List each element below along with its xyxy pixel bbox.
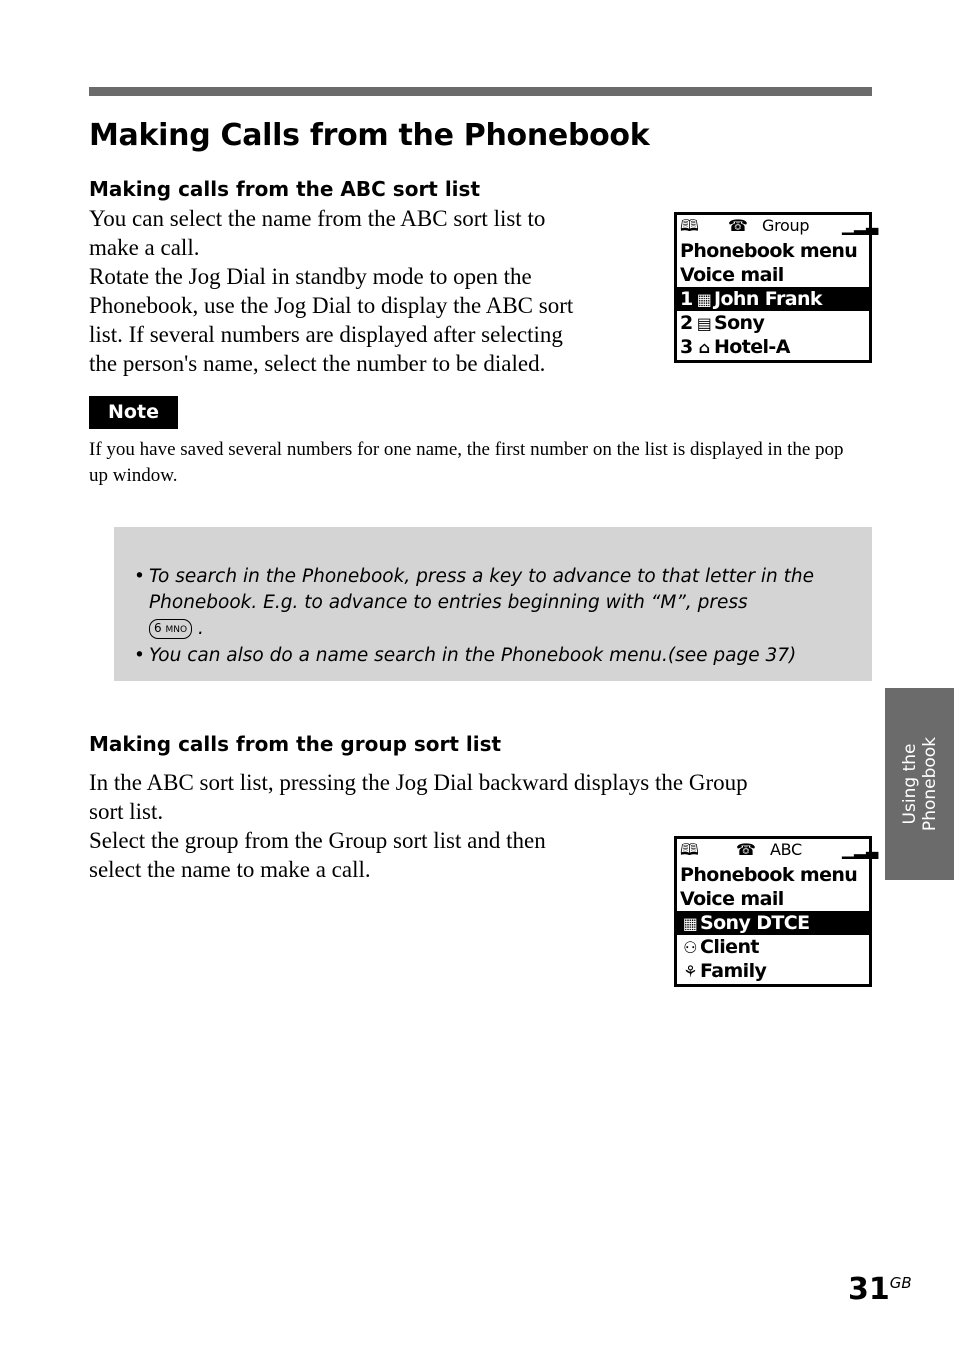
screen-row: [677, 959, 869, 983]
side-tab-label: [900, 694, 940, 874]
abc-line: Rotate the Jog Dial in standby mode to open the: [89, 264, 532, 289]
screen-row: [677, 935, 869, 959]
tip-text: You can also do a name search in the Phonebook menu.(see page 37): [149, 645, 797, 666]
signal-icon: ▁▂▃: [842, 216, 879, 235]
row-label: John Frank: [714, 288, 822, 310]
screen-row: [677, 263, 869, 287]
page-number: [848, 1272, 912, 1307]
row-number: 2: [680, 312, 693, 334]
home-icon: ⌂: [698, 338, 710, 357]
tip-end: .: [197, 618, 204, 639]
page-title: Making Calls from the Phonebook: [89, 118, 650, 153]
section-title-group: Making calls from the group sort list: [89, 732, 502, 756]
screen-row: [677, 311, 869, 335]
section-title-abc: Making calls from the ABC sort list: [89, 177, 481, 201]
book-icon: 🕮: [680, 840, 699, 859]
family-icon: ⚘: [683, 962, 697, 981]
section-abc-body: [89, 204, 573, 378]
screen-row: [677, 863, 869, 887]
abc-line: make a call.: [89, 235, 200, 260]
row-label: Phonebook menu: [680, 240, 858, 262]
bullet: •: [134, 566, 145, 587]
screen-row: [677, 335, 869, 359]
screen-row: [677, 887, 869, 911]
header-mode: ABC: [770, 840, 802, 859]
book-icon: 🕮: [680, 216, 699, 235]
bullet: •: [134, 645, 145, 666]
key-letters: MNO: [165, 625, 188, 635]
phone-icon: ☎: [728, 216, 748, 235]
screen-row-selected: [677, 287, 869, 311]
tip-item: [134, 643, 864, 669]
row-label: Family: [700, 960, 767, 982]
note-label: Note: [89, 396, 178, 429]
tip-item: [134, 564, 834, 642]
abc-line: list. If several numbers are displayed after selecting: [89, 322, 563, 347]
group-line: sort list.: [89, 799, 164, 824]
note-text: If you have saved several numbers for one name, the first number on the list is displayed in the pop up window.: [89, 439, 844, 486]
tips-box: [114, 527, 872, 681]
group-line: select the name to make a call.: [89, 857, 371, 882]
top-rule: [89, 87, 872, 96]
screen-row: [677, 239, 869, 263]
group-icon: ▦: [682, 914, 698, 933]
side-tab-line: Phonebook: [919, 736, 940, 832]
phone-icon: ☎: [736, 840, 756, 859]
abc-line: the person's name, select the number to be dialed.: [89, 351, 546, 376]
mobile-icon: ▦: [696, 290, 712, 309]
row-label: Voice mail: [680, 888, 784, 910]
row-number: 3: [680, 336, 693, 358]
row-label: Sony: [714, 312, 765, 334]
key-digit: 6: [154, 621, 162, 635]
row-number: 1: [680, 288, 693, 310]
row-label: Client: [700, 936, 759, 958]
header-mode: Group: [762, 216, 810, 235]
group-line: In the ABC sort list, pressing the Jog Dial backward displays the Group: [89, 770, 748, 795]
abc-line: Phonebook, use the Jog Dial to display the ABC sort: [89, 293, 574, 318]
row-label: Phonebook menu: [680, 864, 858, 886]
tip-text: To search in the Phonebook, press a key to advance to that letter in the Phonebook. E.g. to advance to entries beginning with “M”, press: [149, 566, 815, 613]
side-tab-line: Using the: [899, 743, 920, 825]
row-label: Hotel-A: [714, 336, 790, 358]
page-number-value: 31: [848, 1272, 890, 1307]
side-tab: [885, 688, 954, 880]
page-suffix: GB: [889, 1274, 912, 1292]
row-label: Voice mail: [680, 264, 784, 286]
office-icon: ▤: [696, 314, 712, 333]
tip-body: [134, 564, 834, 642]
abc-line: You can select the name from the ABC sort list to: [89, 206, 546, 231]
phone-screen-abc-list: [674, 212, 879, 363]
key-6-icon: [149, 619, 192, 639]
phone-screen-group-list: [674, 836, 879, 987]
screen-row-selected: [677, 911, 869, 935]
client-icon: ⚇: [683, 938, 697, 957]
signal-icon: ▁▂▃: [842, 840, 879, 859]
group-line: Select the group from the Group sort list and then: [89, 828, 546, 853]
row-label: Sony DTCE: [700, 912, 810, 934]
